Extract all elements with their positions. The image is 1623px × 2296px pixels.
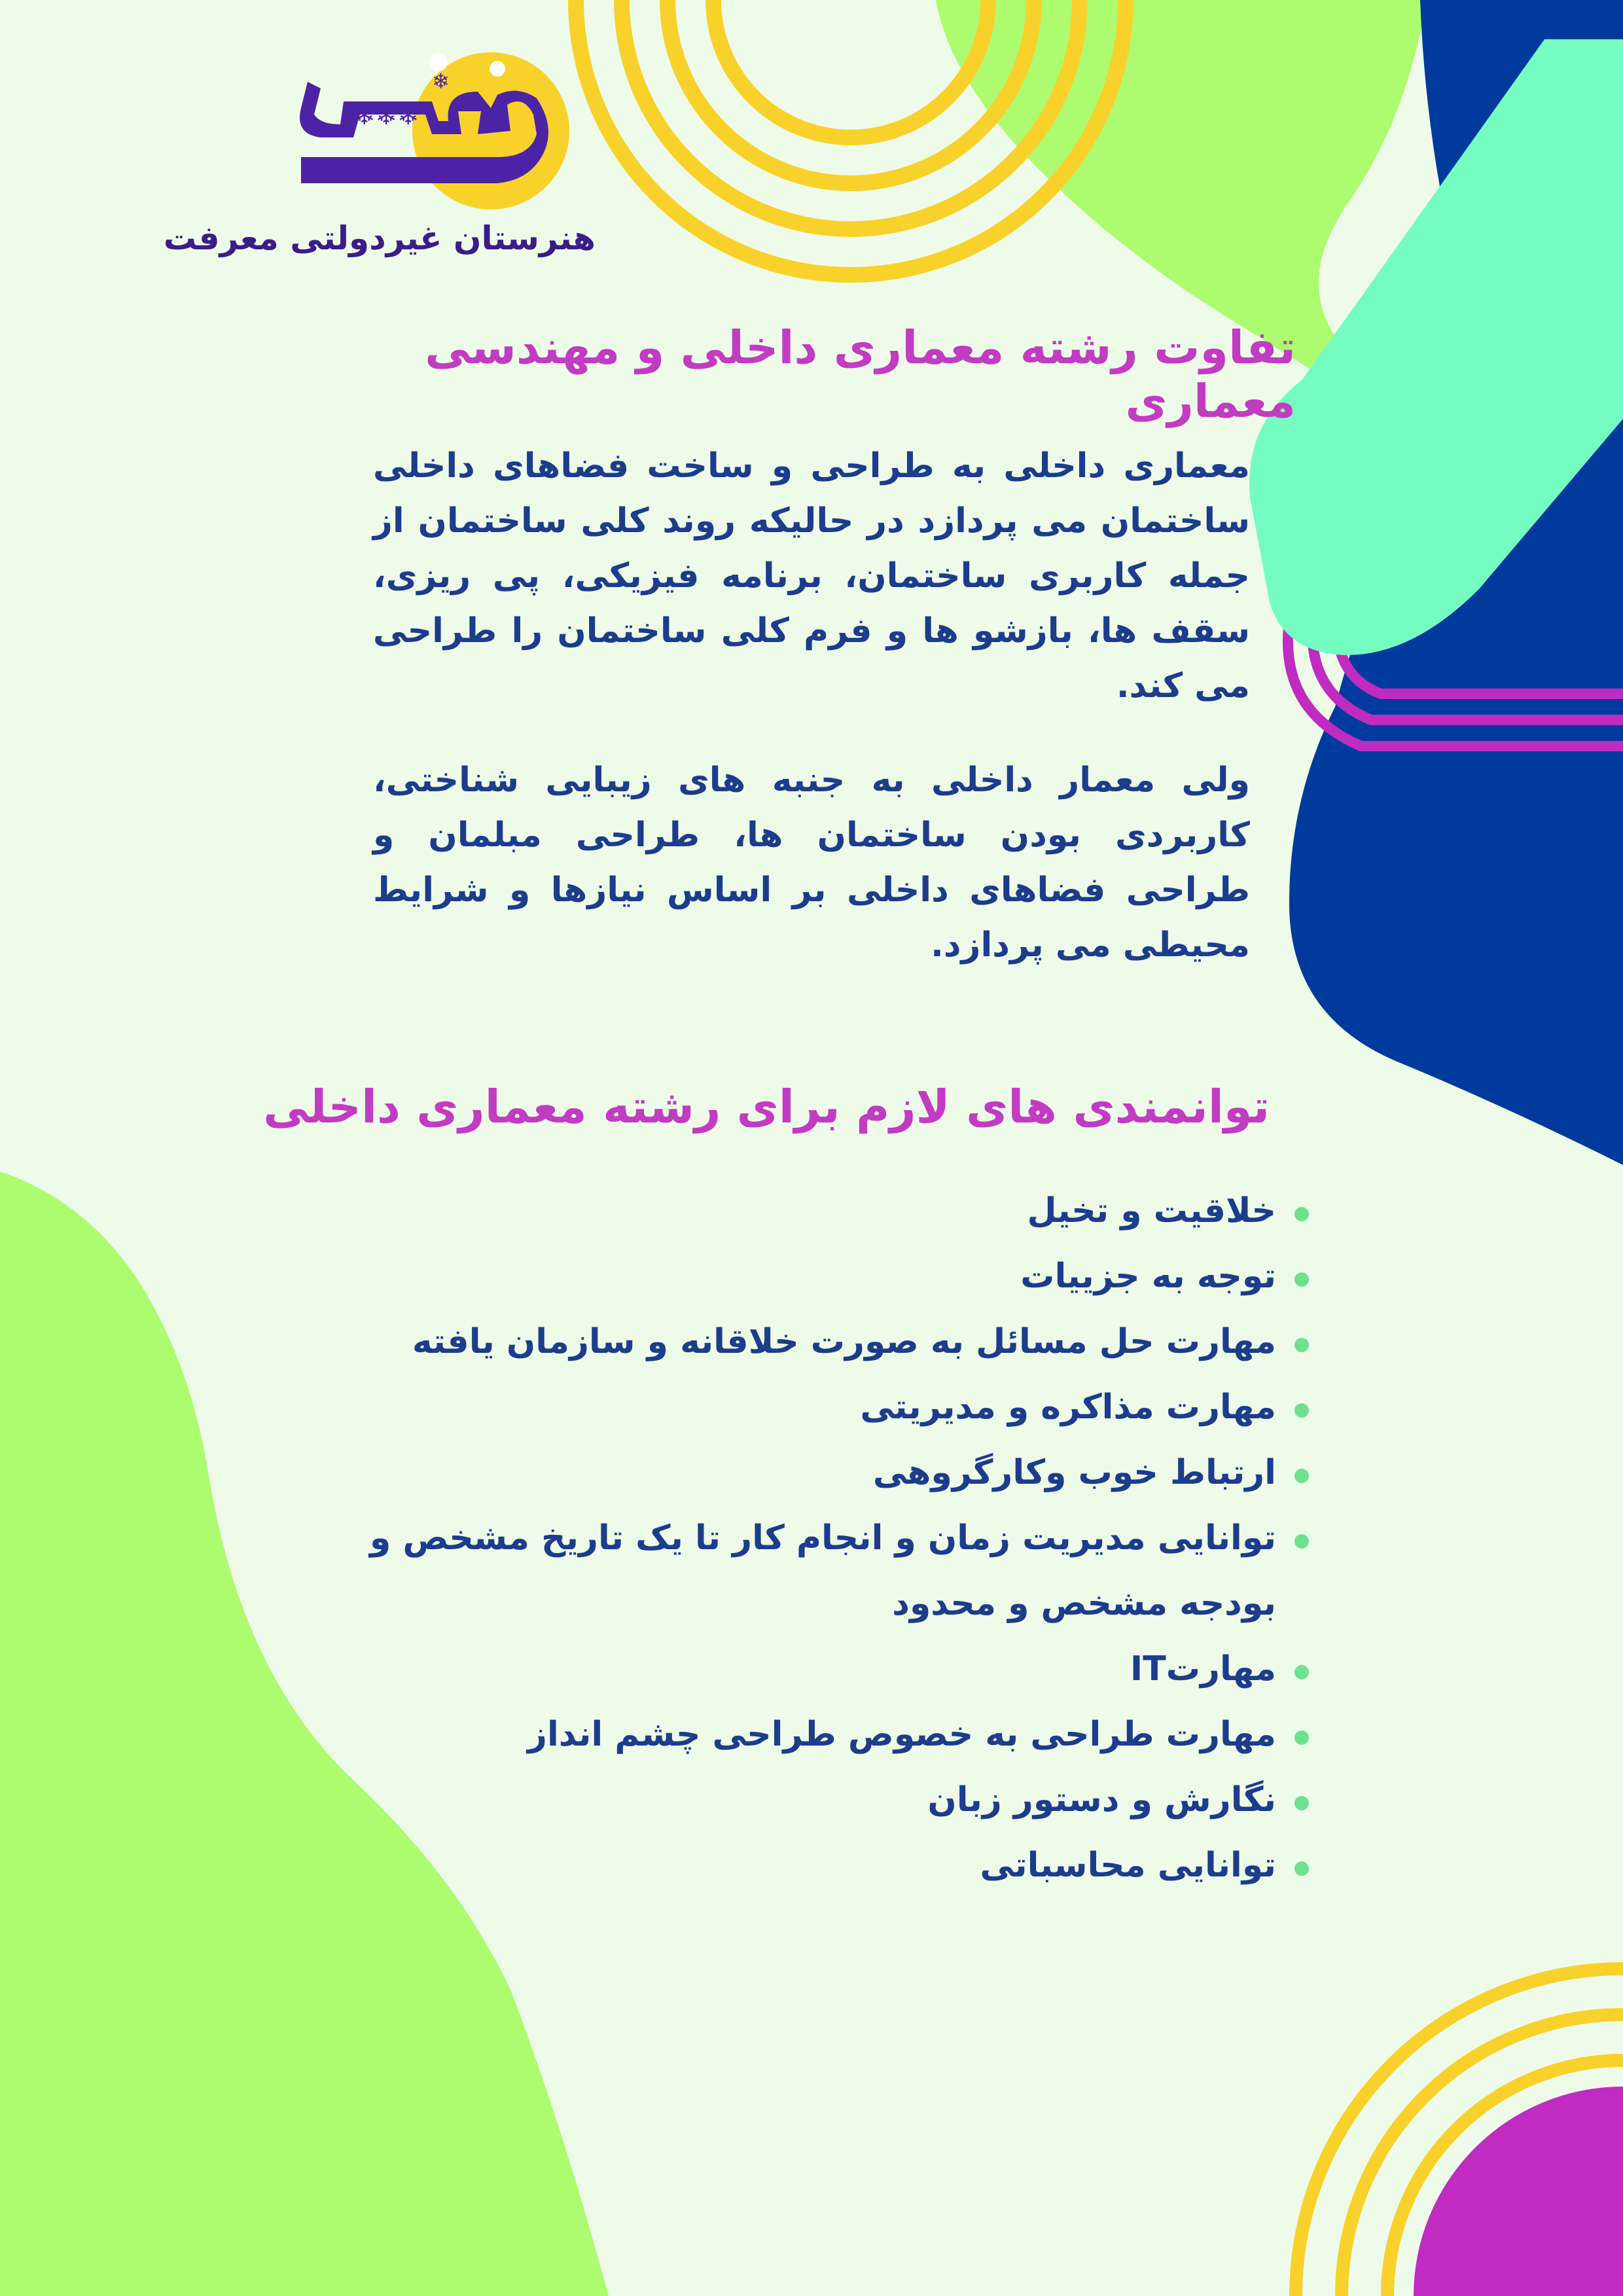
section1-title: تفاوت رشته معماری داخلی و مهندسی معماری [425,321,1296,428]
list-item [327,1374,1309,1440]
list-item [327,1505,1309,1636]
section2-title: توانمندی های لازم برای رشته معماری داخلی [263,1080,1270,1134]
list-item [327,1767,1309,1833]
skill-text: مهارت طراحی به خصوص طراحی چشم انداز [527,1715,1276,1754]
magenta-circle-bottom [1414,2087,1623,2296]
skill-text: خلاقیت و تخیل [1027,1191,1276,1230]
section1-paragraph-2: ولی معمار داخلی به جنبه های زیبایی شناختی، کاربردی بودن ساختمان ها، طراحی مبلمان و طراحی فضاهای داخلی بر اساس نیازها و شرایط محیطی می پردازد. [373,761,1250,965]
bullet-icon [1294,1403,1309,1418]
skill-text: مهارت حل مسائل به صورت خلاقانه و سازمان یافته [412,1322,1276,1361]
bullet-icon [1294,1796,1309,1810]
list-item [327,1440,1309,1505]
list-item [327,1244,1309,1309]
skills-list [327,1178,1309,1898]
section1-paragraph-1: معماری داخلی به طراحی و ساخت فضاهای داخلی ساختمان می پردازد در حالیکه روند کلی ساختمان از جمله کاربری ساختمان، برنامه فیزیکی، پی ریزی، سقف ها، بازشو ها و فرم کلی ساختمان را طراحی می کند. [373,446,1250,706]
list-item [327,1178,1309,1244]
skill-text: مهارت مذاکره و مدیریتی [860,1388,1276,1427]
skill-text: توانایی مدیریت زمان و انجام کار تا یک تاریخ مشخص و بودجه مشخص و محدود [369,1518,1276,1623]
bullet-icon [1294,1207,1309,1221]
school-logo [281,36,582,232]
skill-text: نگارش و دستور زبان [927,1780,1276,1820]
skill-text: توجه به جزییات [1020,1257,1276,1296]
list-item [327,1636,1309,1702]
bullet-icon [1294,1731,1309,1745]
school-name: هنرستان غیردولتی معرفت [163,219,596,257]
bullet-icon [1294,1534,1309,1549]
list-item [327,1833,1309,1898]
bullet-icon [1294,1665,1309,1679]
list-item [327,1702,1309,1767]
bullet-icon [1294,1272,1309,1287]
bullet-icon [1294,1861,1309,1876]
bullet-icon [1294,1338,1309,1352]
list-item [327,1309,1309,1374]
skill-text: مهارتIT [1130,1649,1276,1689]
svg-text:❄: ❄ [432,69,450,94]
skill-text: ارتباط خوب وکارگروهی [872,1453,1276,1492]
logo-dot-icon [490,61,505,77]
skill-text: توانایی محاسباتی [980,1846,1276,1885]
bullet-icon [1294,1469,1309,1483]
svg-text:❄❄❄: ❄❄❄ [353,101,419,131]
